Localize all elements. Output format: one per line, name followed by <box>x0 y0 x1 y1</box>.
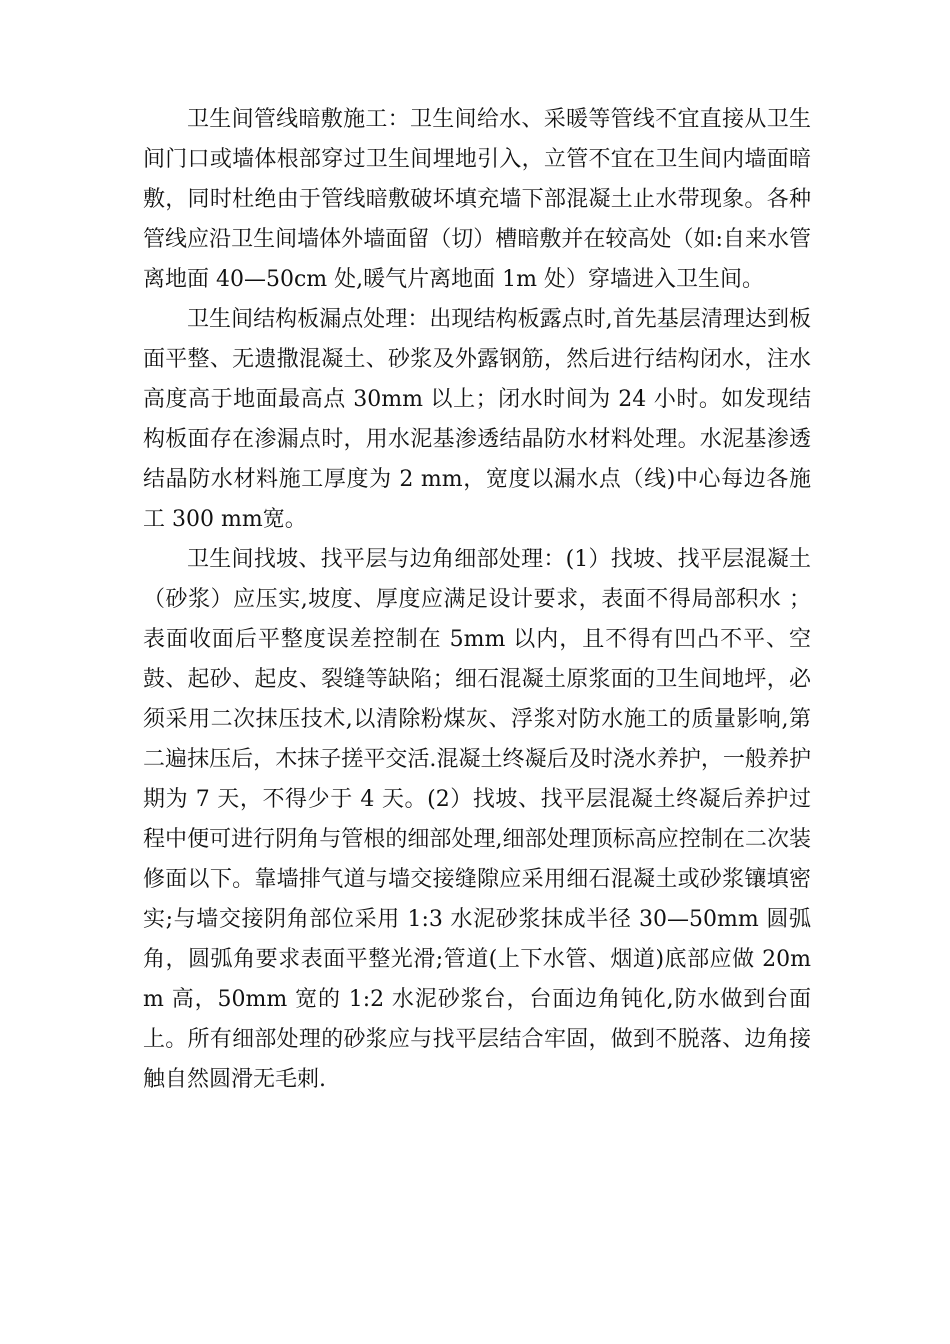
paragraph-slope-leveling-detail-treatment: 卫生间找坡、找平层与边角细部处理：(1）找坡、找平层混凝土（砂浆）应压实,坡度、厚度应满足设计要求，表面不得局部积水 ；表面收面后平整度误差控制在 5mm 以内，且不得有凹凸不平、空鼓、起砂、起皮、裂缝等缺陷；细石混凝土原浆面的卫生间地坪，必须采用二次抹压技术,以清除粉煤灰、浮浆对防水施工的质量影响,第二遍抹压后，木抹子搓平交活.混凝土终凝后及时浇水养护，一般养护期为 7 天，不得少于 4 天。(2）找坡、找平层混凝土终凝后养护过程中便可进行阴角与管根的细部处理,细部处理顶标高应控制在二次装修面以下。靠墙排气道与墙交接缝隙应采用细石混凝土或砂浆镶填密实;与墙交接阴角部位采用 1:3 水泥砂浆抹成半径 30—50mm 圆弧角，圆弧角要求表面平整光滑;管道(上下水管、烟道)底部应做 20mm 高，50mm 宽的 1:2 水泥砂浆台，台面边角钝化,防水做到台面上。所有细部处理的砂浆应与找平层结合牢固，做到不脱落、边角接触自然圆滑无毛刺. <box>143 547 811 1092</box>
paragraph-pipeline-concealed-installation: 卫生间管线暗敷施工：卫生间给水、采暖等管线不宜直接从卫生间门口或墙体根部穿过卫生间埋地引入，立管不宜在卫生间内墙面暗敷，同时杜绝由于管线暗敷破坏填充墙下部混凝土止水带现象。各种管线应沿卫生间墙体外墙面留（切）槽暗敷并在较高处（如:自来水管离地面 40—50cm 处,暖气片离地面 1m 处）穿墙进入卫生间。 <box>143 107 811 292</box>
document-body <box>143 100 811 1100</box>
paragraph-structural-slab-leak-treatment: 卫生间结构板漏点处理：出现结构板露点时,首先基层清理达到板面平整、无遗撒混凝土、砂浆及外露钢筋，然后进行结构闭水，注水高度高于地面最高点 30mm 以上；闭水时间为 24 小时。如发现结构板面存在渗漏点时，用水泥基渗透结晶防水材料处理。水泥基渗透结晶防水材料施工厚度为 2 mm，宽度以漏水点（线)中心每边各施工 300 mm宽。 <box>143 307 811 532</box>
